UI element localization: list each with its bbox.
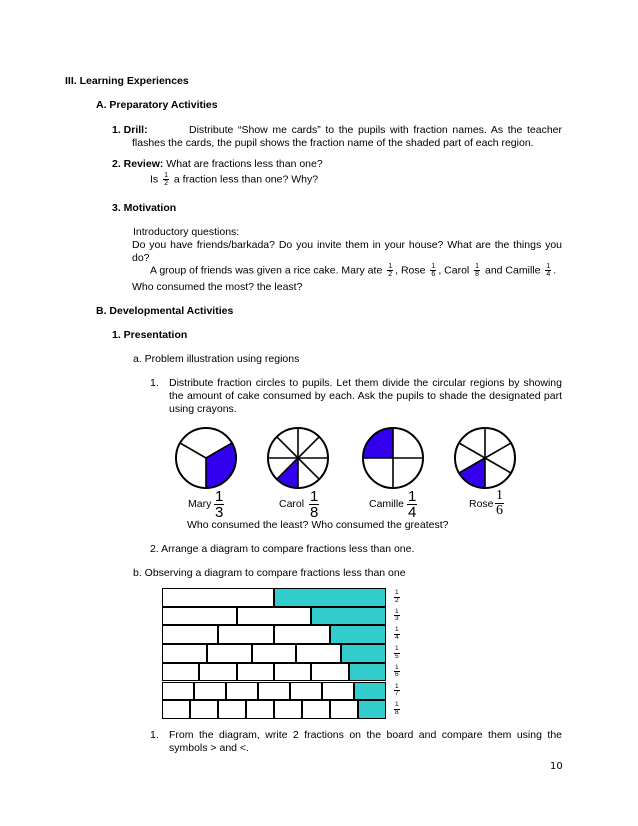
fraction-den: 4 <box>408 504 417 521</box>
fraction-den: 8 <box>395 708 399 716</box>
fraction-num: 1 <box>408 488 417 505</box>
shaded-bar-part <box>354 682 386 701</box>
bar-part <box>274 625 330 644</box>
rice-cake-line <box>150 263 556 278</box>
slice-divider <box>485 443 511 458</box>
shaded-slice-carol <box>277 458 298 488</box>
rose-label: , Rose <box>395 264 426 277</box>
sentence-end: . <box>553 264 557 277</box>
fraction-bar-row <box>162 588 386 607</box>
fraction-bar-row <box>162 700 386 719</box>
bar-part <box>296 644 341 663</box>
bar-fraction-label <box>394 665 400 679</box>
fraction-den: 5 <box>395 652 399 660</box>
bar-fraction-label <box>394 646 400 660</box>
fraction-den: 2 <box>395 596 399 604</box>
bar-fraction-label <box>394 590 400 604</box>
fraction-den: 3 <box>395 615 399 623</box>
circle-question: Who consumed the least? Who consumed the greatest? <box>187 519 449 531</box>
shaded-bar-part <box>311 607 386 626</box>
bar-fraction-label <box>394 702 400 716</box>
bar-part <box>162 663 199 682</box>
carol-label: , Carol <box>438 264 470 277</box>
review-label: 2. Review: <box>112 158 164 170</box>
page-number: 10 <box>550 761 563 772</box>
bar-part <box>246 700 274 719</box>
slice-divider <box>180 443 206 458</box>
fraction-den: 8 <box>310 504 319 521</box>
fraction-num: 1 <box>395 645 399 653</box>
circle-name-camille: Camille <box>369 498 405 510</box>
bar-part <box>330 700 358 719</box>
bar-part <box>274 700 302 719</box>
who-most-question: Who consumed the most? the least? <box>132 281 303 293</box>
bar-part <box>194 682 226 701</box>
slice-divider <box>298 437 319 458</box>
bar-part <box>237 607 312 626</box>
section-heading: III. Learning Experiences <box>65 75 189 87</box>
fraction-num: 1 <box>496 488 503 503</box>
shaded-bar-part <box>349 663 386 682</box>
bar-part <box>162 700 190 719</box>
fraction-den: 6 <box>431 271 436 278</box>
drill-label: 1. Drill: <box>112 124 148 136</box>
intro-questions: Do you have friends/barkada? Do you invite them in your house? What are the things you do? <box>132 239 562 264</box>
step1-number: 1. <box>150 377 159 389</box>
bar-part <box>226 682 258 701</box>
fraction-num: 1 <box>395 607 399 615</box>
bar-part <box>311 663 348 682</box>
problem-illustration-label: a. Problem illustration using regions <box>133 353 300 365</box>
bar-part <box>218 625 274 644</box>
fraction-den: 2 <box>388 271 393 278</box>
intro-label: Introductory questions: <box>133 226 240 238</box>
shaded-bar-part <box>330 625 386 644</box>
fraction-bar-row <box>162 663 386 682</box>
fraction-bar-row <box>162 682 386 701</box>
bar-part <box>162 625 218 644</box>
shaded-slice-rose <box>459 458 485 488</box>
fraction-den: 8 <box>475 271 480 278</box>
fraction-num: 1 <box>395 626 399 634</box>
bar-part <box>322 682 354 701</box>
review-question-2 <box>150 172 318 187</box>
fraction-carol <box>474 263 480 278</box>
circle-fraction-carol <box>309 489 319 520</box>
slice-divider <box>459 443 485 458</box>
fraction-one-half <box>163 172 169 187</box>
fraction-circles <box>150 420 550 500</box>
subsection-b-heading: B. Developmental Activities <box>96 305 234 317</box>
step2-text: 2. Arrange a diagram to compare fractions less than one. <box>150 543 415 555</box>
fraction-den: 6 <box>395 671 399 679</box>
slice-divider <box>277 437 298 458</box>
bar-part <box>290 682 322 701</box>
camille-label: and Camille <box>485 264 541 277</box>
fraction-num: 1 <box>546 263 551 270</box>
fraction-num: 1 <box>475 263 480 270</box>
motivation-label: 3. Motivation <box>112 202 177 214</box>
fraction-bar-labels <box>394 588 408 719</box>
circle-name-carol: Carol <box>279 498 305 510</box>
final-text: From the diagram, write 2 fractions on the board and compare them using the symbols > and <. <box>169 729 562 754</box>
fraction-num: 1 <box>310 488 319 505</box>
bar-part <box>237 663 274 682</box>
fraction-bars <box>162 588 386 719</box>
fraction-num: 1 <box>164 172 168 179</box>
observing-label: b. Observing a diagram to compare fractions less than one <box>133 567 406 579</box>
shaded-bar-part <box>274 588 386 607</box>
review-is: Is <box>150 173 159 186</box>
review-question: What are fractions less than one? <box>166 158 323 170</box>
fraction-den: 4 <box>546 271 551 278</box>
shaded-bar-part <box>358 700 386 719</box>
circle-fraction-rose <box>495 489 504 518</box>
fraction-den: 3 <box>215 504 224 521</box>
bar-part <box>252 644 297 663</box>
bar-part <box>218 700 246 719</box>
bar-part <box>162 682 194 701</box>
circle-name-rose: Rose <box>469 498 494 510</box>
drill-text: Distribute “Show me cards” to the pupils with fraction names. As the teacher flashes the cards, the pupil shows the fraction name of the shaded part of each region. <box>132 124 562 149</box>
rice-cake-text: A group of friends was given a rice cake. Mary ate <box>150 264 383 277</box>
fraction-camille <box>545 263 551 278</box>
slice-divider <box>485 458 511 473</box>
step1-text: Distribute fraction circles to pupils. Let them divide the circular regions by showing the amount of cake consumed by each. Ask the pupils to shade the designated part using crayons. <box>169 377 562 415</box>
bar-part <box>199 663 236 682</box>
fraction-num: 1 <box>395 682 399 690</box>
fraction-den: 2 <box>164 180 168 187</box>
fraction-bar-row <box>162 625 386 644</box>
shaded-bar-part <box>341 644 386 663</box>
bar-part <box>162 644 207 663</box>
fraction-num: 1 <box>388 263 393 270</box>
fraction-num: 1 <box>395 589 399 596</box>
bar-part <box>258 682 290 701</box>
circle-name-mary: Mary <box>188 498 212 510</box>
bar-fraction-label <box>394 684 400 698</box>
fraction-num: 1 <box>215 488 224 505</box>
bar-part <box>302 700 330 719</box>
fraction-bar-row <box>162 644 386 663</box>
presentation-label: 1. Presentation <box>112 329 188 341</box>
fraction-num: 1 <box>431 263 436 270</box>
review-line <box>112 158 323 170</box>
bar-fraction-label <box>394 609 400 623</box>
slice-divider <box>298 458 319 479</box>
fraction-rose <box>430 263 436 278</box>
fraction-num: 1 <box>395 663 399 671</box>
circle-fraction-mary <box>214 489 224 520</box>
fraction-num: 1 <box>395 701 399 709</box>
circle-fraction-camille <box>407 489 417 520</box>
final-number: 1. <box>150 729 159 741</box>
bar-fraction-label <box>394 627 400 641</box>
bar-part <box>207 644 252 663</box>
fraction-mary <box>387 263 393 278</box>
bar-part <box>190 700 218 719</box>
review-question-tail: a fraction less than one? Why? <box>173 173 319 186</box>
fraction-den: 7 <box>395 690 399 697</box>
fraction-den: 4 <box>395 633 399 641</box>
bar-part <box>162 588 274 607</box>
bar-part <box>162 607 237 626</box>
fraction-den: 6 <box>496 503 503 518</box>
fraction-bar-row <box>162 607 386 626</box>
bar-part <box>274 663 311 682</box>
subsection-a-heading: A. Preparatory Activities <box>96 99 218 111</box>
